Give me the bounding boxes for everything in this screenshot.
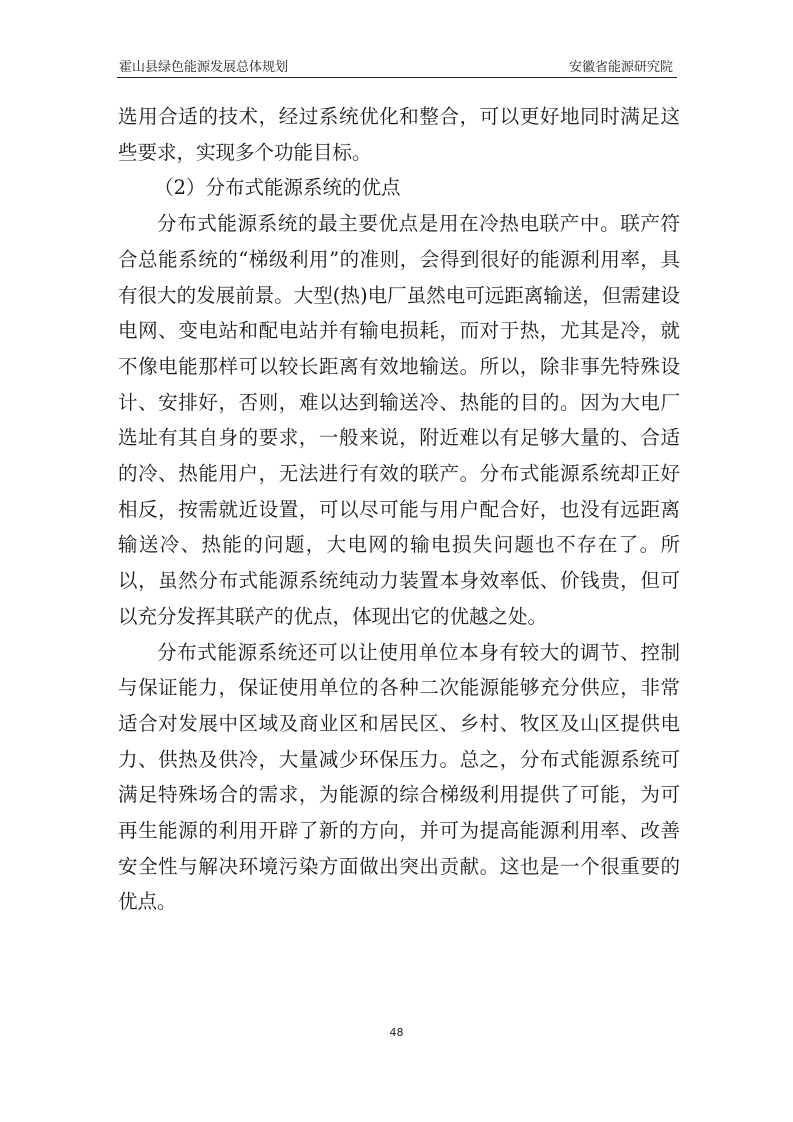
page-header xyxy=(117,53,677,78)
paragraph-regulation: 分布式能源系统还可以让使用单位本身有较大的调节、控制与保证能力，保证使用单位的各种二次能源能够充分供应，非常适合对发展中区域及商业区和居民区、乡村、牧区及山区提供电力、供热及供冷，大量减少环保压力。总之，分布式能源系统可满足特殊场合的需求，为能源的综合梯级利用提供了可能，为可再生能源的利用开辟了新的方向，并可为提高能源利用率、改善安全性与解决环境污染方面做出突出贡献。这也是一个很重要的优点。 xyxy=(118,640,680,914)
paragraph-continued: 选用合适的技术，经过系统优化和整合，可以更好地同时满足这些要求，实现多个功能目标。 xyxy=(118,105,680,164)
section-subheading: （2）分布式能源系统的优点 xyxy=(154,176,401,200)
paragraph-advantages: 分布式能源系统的最主要优点是用在冷热电联产中。联产符合总能系统的“梯级利用”的准则，会得到很好的能源利用率，具有很大的发展前景。大型(热)电厂虽然电可远距离输送，但需建设电网、变电站和配电站并有输电损耗，而对于热，尤其是冷，就不像电能那样可以较长距离有效地输送。所以，除非事先特殊设计、安排好，否则，难以达到输送冷、热能的目的。因为大电厂选址有其自身的要求，一般来说，附近难以有足够大量的、合适的冷、热能用户，无法进行有效的联产。分布式能源系统却正好相反，按需就近设置，可以尽可能与用户配合好，也没有远距离输送冷、热能的问题，大电网的输电损失问题也不存在了。所以，虽然分布式能源系统纯动力装置本身效率低、价钱贵，但可以充分发挥其联产的优点，体现出它的优越之处。 xyxy=(118,212,680,628)
page-number: 48 xyxy=(389,1026,404,1039)
header-organization: 安徽省能源研究院 xyxy=(568,60,673,75)
document-body xyxy=(118,99,680,920)
header-document-title: 霍山县绿色能源发展总体规划 xyxy=(119,60,289,75)
